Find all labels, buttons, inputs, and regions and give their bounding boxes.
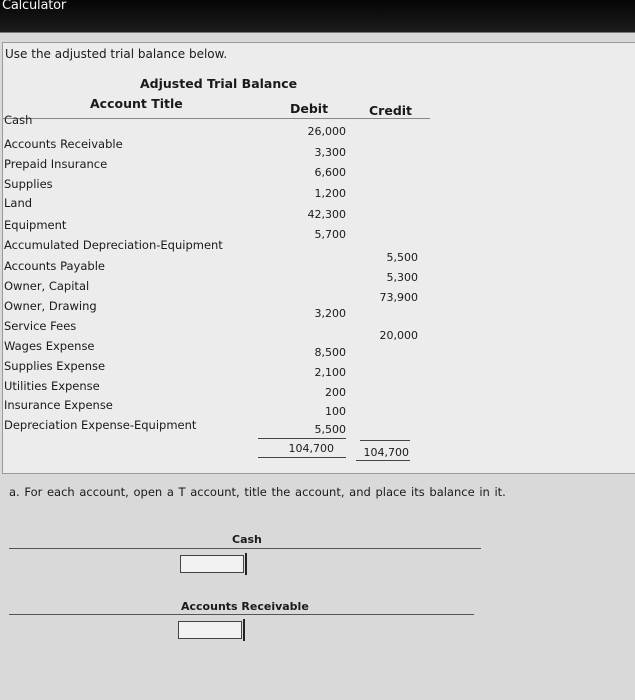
- debit-amount: 1,200: [314, 187, 346, 200]
- t-account-crossbar-cash: [9, 548, 481, 549]
- debit-total: 104,700: [288, 442, 334, 455]
- account-name: Owner, Capital: [4, 279, 90, 293]
- t-account-title-accounts-receivable: Accounts Receivable: [181, 600, 309, 613]
- account-name: Wages Expense: [4, 339, 95, 353]
- credit-amount: 5,300: [386, 271, 418, 284]
- account-name: Accumulated Depreciation-Equipment: [4, 238, 223, 252]
- account-name: Land: [4, 196, 33, 210]
- debit-amount: 200: [325, 386, 346, 399]
- t-account-title-cash: Cash: [232, 533, 262, 546]
- debit-amount: 5,700: [314, 228, 346, 241]
- t-account-stem-accounts-receivable: [243, 619, 245, 641]
- credit-total: 104,700: [363, 446, 409, 459]
- credit-amount: 73,900: [379, 291, 418, 304]
- accounts-receivable-balance-input[interactable]: [178, 621, 242, 639]
- credit-amount: 20,000: [379, 329, 418, 342]
- t-account-stem-cash: [245, 553, 247, 575]
- account-title-header: Account Title: [90, 96, 183, 111]
- debit-amount: 6,600: [314, 166, 346, 179]
- credit-header: Credit: [369, 103, 413, 118]
- trial-balance-title: Adjusted Trial Balance: [140, 76, 298, 91]
- cash-balance-input[interactable]: [180, 555, 244, 573]
- credit-sum-rule: [360, 440, 410, 441]
- account-name: Equipment: [4, 218, 67, 232]
- account-name: Accounts Payable: [4, 259, 105, 273]
- debit-header: Debit: [290, 101, 329, 116]
- app-title: Calculator: [2, 0, 67, 13]
- account-name: Utilities Expense: [4, 379, 100, 393]
- t-account-crossbar-accounts-receivable: [9, 614, 474, 615]
- account-name: Insurance Expense: [4, 398, 113, 412]
- debit-amount: 3,300: [314, 146, 346, 159]
- question-a: a. For each account, open a T account, title the account, and place its balance in it.: [9, 485, 506, 499]
- debit-sum-rule: [258, 438, 346, 439]
- account-name: Depreciation Expense-Equipment: [4, 418, 197, 432]
- debit-total-underline: [258, 457, 346, 458]
- intro-text: Use the adjusted trial balance below.: [5, 47, 228, 61]
- debit-amount: 100: [325, 405, 346, 418]
- account-name: Service Fees: [4, 319, 77, 333]
- account-name: Owner, Drawing: [4, 299, 97, 313]
- header-divider: [3, 118, 430, 119]
- credit-amount: 5,500: [386, 251, 418, 264]
- account-name: Supplies Expense: [4, 359, 106, 373]
- debit-amount: 2,100: [314, 366, 346, 379]
- debit-amount: 26,000: [307, 125, 346, 138]
- debit-amount: 42,300: [307, 208, 346, 221]
- debit-amount: 8,500: [314, 346, 346, 359]
- debit-amount: 5,500: [314, 423, 346, 436]
- account-name: Supplies: [4, 177, 53, 191]
- account-name: Prepaid Insurance: [4, 157, 108, 171]
- account-name: Cash: [4, 113, 33, 127]
- title-bar: [0, 0, 635, 33]
- trial-balance-panel: [2, 42, 635, 474]
- debit-amount: 3,200: [314, 307, 346, 320]
- account-name: Accounts Receivable: [4, 137, 123, 151]
- credit-total-underline: [356, 460, 410, 461]
